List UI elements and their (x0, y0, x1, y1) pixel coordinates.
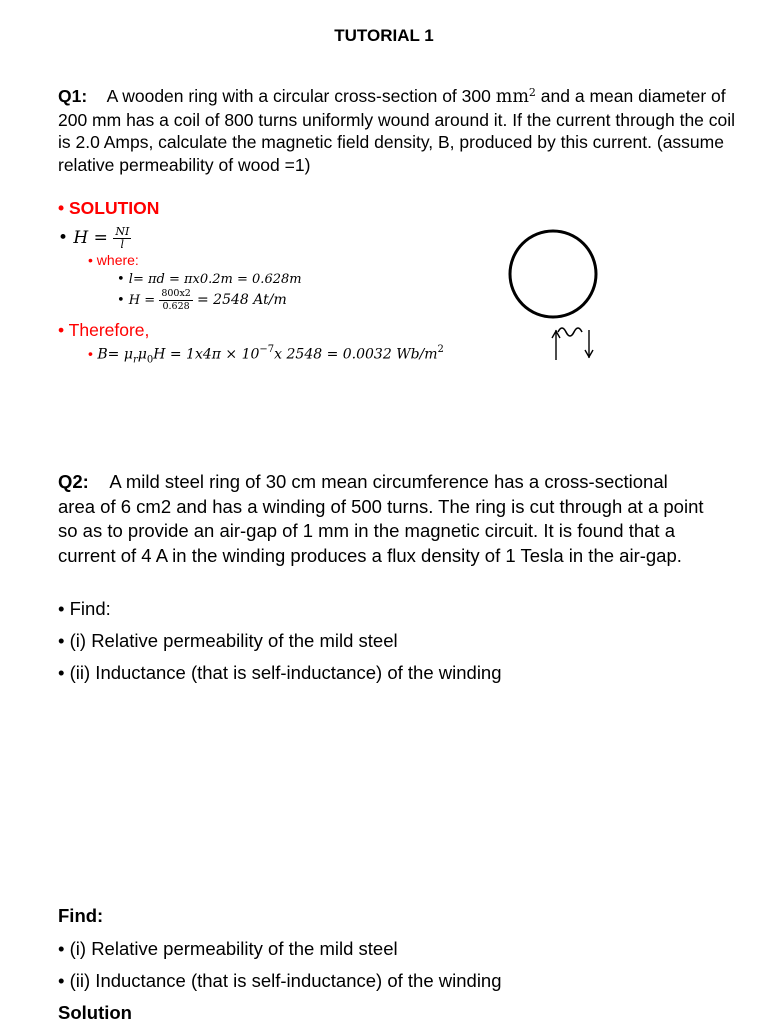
where-label: • where: (88, 252, 139, 268)
therefore-label: • Therefore, (58, 320, 150, 340)
coil-winding-icon (558, 328, 582, 336)
l-equation: • l= πd = πx0.2m = 0.628m (117, 272, 302, 287)
bottom-find-item-1: • (i) Relative permeability of the mild steel (58, 938, 398, 959)
solution-heading: • SOLUTION (58, 198, 160, 218)
q2-find-item-1: • (i) Relative permeability of the mild steel (58, 630, 398, 651)
q2-find: • Find: (58, 598, 111, 619)
b-eq-r: r (132, 354, 138, 366)
b-eq-0: 0 (146, 354, 154, 366)
q2-find-item-2: • (ii) Inductance (that is self-inductance) of the winding (58, 662, 502, 683)
b-bullet-icon: • (88, 345, 93, 362)
b-eq-tail: x 2548 = 0.0032 Wb/m (274, 346, 438, 363)
bottom-solution-heading: Solution (58, 1002, 132, 1023)
q1-text-part2: and a mean diameter of 200 mm has a coil of 800 turns uniformly wound around it. If the current through the coil is 2.0 Amps, calculate the magnetic field density, B, produced by this current. (assume relative permeability of wood =1) (58, 86, 736, 175)
b-eq-mid: μ (137, 346, 147, 363)
q1-unit: mm (495, 87, 529, 107)
h-eq-fraction (159, 288, 193, 313)
page-title: TUTORIAL 1 (334, 26, 434, 45)
ring-coil-diagram (500, 222, 610, 372)
q2-label: Q2: (58, 471, 89, 492)
ring-circle (510, 231, 596, 317)
bottom-find-heading: Find: (58, 905, 104, 926)
h-numerator: NI (115, 225, 130, 238)
h-prefix: • H = (58, 227, 114, 248)
b-eq-unit-exp: 2 (437, 344, 444, 355)
b-eq-part: H = 1x4π × 10 (153, 346, 260, 363)
b-eq-exp: −7 (259, 344, 275, 355)
question-2 (58, 470, 708, 568)
h-eq-denominator: 0.628 (162, 301, 190, 312)
h-equation (117, 288, 287, 313)
question-1 (58, 82, 738, 176)
q1-unit-sup: 2 (528, 86, 536, 99)
h-fraction (113, 226, 131, 251)
h-eq-numerator: 800x2 (161, 288, 191, 299)
bottom-find-item-2: • (ii) Inductance (that is self-inductance) of the winding (58, 970, 502, 991)
q1-label: Q1: (58, 86, 88, 106)
q2-text: A mild steel ring of 30 cm mean circumference has a cross-sectional area of 6 cm2 and has a winding of 500 turns. The ring is cut through at a point so as to provide an air-gap of 1 mm in the magnetic circuit. It is found that a current of 4 A in the winding produces a flux density of 1 Tesla in the air-gap. (58, 471, 704, 566)
h-eq-suffix: = 2548 At/m (197, 292, 287, 308)
h-eq-prefix: • H = (117, 293, 156, 308)
q1-text-part1: A wooden ring with a circular cross-section of 300 (106, 86, 496, 106)
b-eq-prefix: B= μ (97, 346, 133, 363)
h-denominator: l (120, 238, 125, 251)
b-equation (88, 344, 444, 366)
